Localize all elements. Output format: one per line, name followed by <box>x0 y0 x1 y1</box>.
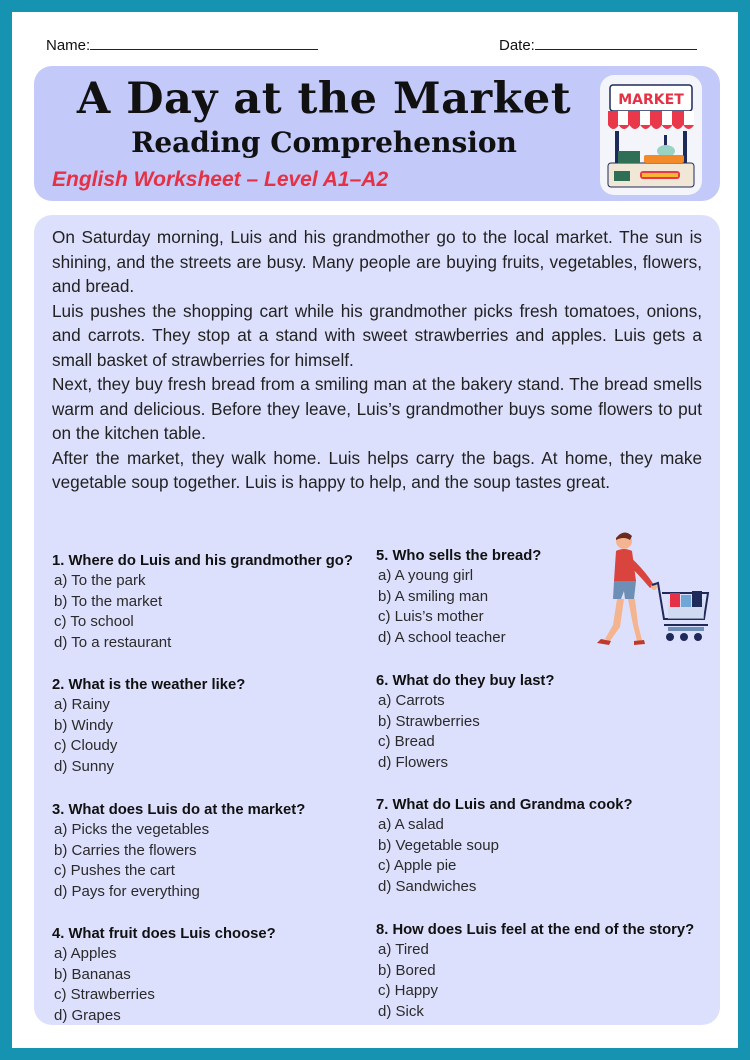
worksheet-level: English Worksheet – Level A1–A2 <box>52 168 389 191</box>
answer-option[interactable]: d) A school teacher <box>378 628 506 646</box>
question-6 <box>376 671 706 773</box>
name-line[interactable] <box>90 36 318 50</box>
story-paragraph: On Saturday morning, Luis and his grandmother go to the local market. The sun is shining, and the streets are busy. Many people are buying fruits, vegetables, flowers, and bread. <box>52 227 702 296</box>
question-title: 1. Where do Luis and his grandmother go? <box>52 553 353 569</box>
answer-option[interactable]: c) Cloudy <box>54 737 118 754</box>
question-3 <box>52 800 382 902</box>
answer-option[interactable]: c) Luis’s mother <box>378 608 484 625</box>
answer-option[interactable]: c) Happy <box>378 982 439 999</box>
logo-text: MARKET <box>618 92 684 108</box>
worksheet-title: A Day at the Market <box>76 74 572 124</box>
answer-option[interactable]: a) Apples <box>54 945 117 962</box>
story-paragraph: Luis pushes the shopping cart while his grandmother picks fresh tomatoes, onions, and carrots. They stop at a stand with sweet strawberries and apples. Luis gets a small basket of strawberries for himself. <box>52 300 702 370</box>
answer-option[interactable]: d) Grapes <box>54 1006 121 1024</box>
answer-option[interactable]: c) Strawberries <box>54 986 155 1003</box>
market-stall-icon <box>600 75 702 195</box>
question-8 <box>376 920 716 1022</box>
answer-option[interactable]: d) Pays for everything <box>54 882 200 900</box>
answer-option[interactable]: c) Bread <box>378 733 435 750</box>
answer-option[interactable]: b) A smiling man <box>378 587 489 605</box>
question-title: 6. What do they buy last? <box>376 673 555 689</box>
date-label: Date: <box>499 37 535 54</box>
answer-option[interactable]: b) To the market <box>54 592 163 610</box>
answer-option[interactable]: d) To a restaurant <box>54 633 172 651</box>
answer-option[interactable]: d) Sunny <box>54 757 115 775</box>
answer-option[interactable]: d) Sandwiches <box>378 877 477 895</box>
question-4 <box>52 924 382 1026</box>
question-1 <box>52 551 382 653</box>
header-banner <box>34 66 720 201</box>
answer-option[interactable]: b) Carries the flowers <box>54 841 197 859</box>
answer-option[interactable]: c) To school <box>54 613 134 630</box>
answer-option[interactable]: a) Tired <box>378 941 429 958</box>
boy-with-cart-illustration <box>584 527 712 655</box>
answer-option[interactable]: b) Strawberries <box>378 712 480 730</box>
answer-option[interactable]: a) Carrots <box>378 692 445 709</box>
answer-option[interactable]: a) To the park <box>54 572 146 589</box>
answer-option[interactable]: d) Flowers <box>378 753 449 771</box>
date-line[interactable] <box>535 36 697 50</box>
story-text <box>52 225 702 495</box>
answer-option[interactable]: b) Bored <box>378 961 436 979</box>
answer-option[interactable]: d) Sick <box>378 1002 424 1020</box>
answer-option[interactable]: a) A young girl <box>378 567 474 584</box>
question-title: 3. What does Luis do at the market? <box>52 802 306 818</box>
reading-panel <box>34 215 720 1025</box>
worksheet-subtitle: Reading Comprehension <box>131 126 517 159</box>
answer-option[interactable]: b) Windy <box>54 716 114 734</box>
question-title: 5. Who sells the bread? <box>376 548 542 564</box>
market-stall-logo <box>600 75 702 195</box>
question-title: 4. What fruit does Luis choose? <box>52 926 276 942</box>
name-field[interactable] <box>46 36 318 54</box>
answer-option[interactable]: b) Bananas <box>54 965 131 983</box>
answer-option[interactable]: c) Pushes the cart <box>54 862 175 879</box>
question-2 <box>52 675 382 777</box>
answer-option[interactable]: a) Picks the vegetables <box>54 821 210 838</box>
answer-option[interactable]: c) Apple pie <box>378 857 457 874</box>
answer-option[interactable]: b) Vegetable soup <box>378 836 499 854</box>
worksheet-page <box>12 12 738 1048</box>
name-label: Name: <box>46 37 91 54</box>
date-field[interactable] <box>499 36 697 54</box>
story-paragraph: After the market, they walk home. Luis helps carry the bags. At home, they make vegetable soup together. Luis is happy to help, and the soup tastes great. <box>52 447 702 492</box>
answer-option[interactable]: a) Rainy <box>54 696 110 713</box>
answer-option[interactable]: a) A salad <box>378 816 444 833</box>
question-title: 7. What do Luis and Grandma cook? <box>376 797 633 813</box>
question-title: 8. How does Luis feel at the end of the story? <box>376 922 695 938</box>
question-7 <box>376 795 706 897</box>
story-paragraph: Next, they buy fresh bread from a smiling man at the bakery stand. The bread smells warm and delicious. Before they leave, Luis’s grandmother buys some flowers to put on the kitchen table. <box>52 374 702 443</box>
question-title: 2. What is the weather like? <box>52 677 246 693</box>
